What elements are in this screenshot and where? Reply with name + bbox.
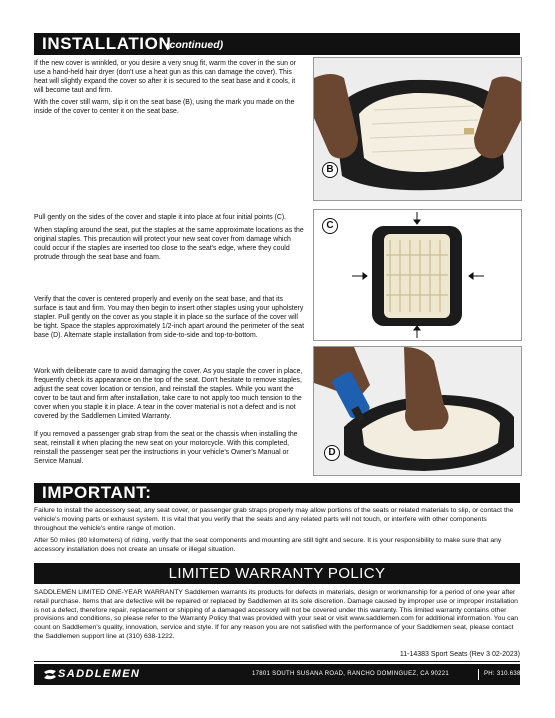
- install-paragraph-staple-locations: When stapling around the seat, put the staples at the same approximate locations as the original staples. This precaution will protect your new seat cover from damage which could occur if the staples are inserted too close to the seat's edge, where they could protrude through the seat base and foam.: [34, 227, 304, 261]
- photo-c-illustration: [314, 210, 521, 340]
- install-paragraph-warm-cover: If the new cover is wrinkled, or you desire a very snug fit, warm the cover in the sun or use a hand-held hair dryer (don't use a heat gun as this can damage the cover). This heat will slightly expand the cover so after it is secured to the seat base and it cools, it will become taut and firm.: [34, 60, 296, 94]
- brand-name: SADDLEMEN: [58, 668, 141, 680]
- footer-bar: [34, 664, 538, 685]
- installation-header: [34, 33, 520, 55]
- install-paragraph-verify-cover: Verify that the cover is centered properly and evenly on the seat base, and that its surface is taut and firm. You may then begin to insert other staples using your upholstery stapler. Pull gently on the cover as you staple it in place so the surface of the cover will be tight. Space the staples approximately 1/2-inch apart around the perimeter of the seat base (D). Alternate staple installation from side-to-side and top-to-bottom.: [34, 296, 305, 339]
- photo-d-perimeter-staples: [313, 346, 522, 476]
- install-paragraph-grab-strap: If you removed a passenger grab strap from the seat or the chassis when installing the seat, reinstall it when placing the new seat on your motorcycle. With this completed, reinstall the passenger seat per the instructions in your vehicle's Owner's Manual or Service Manual.: [34, 431, 298, 465]
- figure-d-label: D: [324, 445, 340, 461]
- photo-c-initial-staples: [313, 209, 522, 341]
- warranty-title: LIMITED WARRANTY POLICY: [168, 565, 386, 582]
- important-paragraph-failure: Failure to install the accessory seat, any seat cover, or passenger grab straps properly may allow portions of the seats or related materials to slip, or contact the vehicle's moving parts or exhaust system. It is vital that you verify that the seats and any related parts will not touch, or interfere with other components throughout the vehicle's entire range of motion.: [34, 507, 514, 532]
- figure-c-label: C: [322, 218, 338, 234]
- footer-separator: [478, 669, 479, 680]
- warranty-header: [34, 563, 520, 584]
- important-header: [34, 483, 520, 503]
- important-title: IMPORTANT:: [42, 483, 152, 502]
- important-paragraph-verify-miles: After 50 miles (80 kilometers) of riding, verify that the seat components and mounting are still tight and secure. It is your responsibility to make sure that any accessory installation does not create an unsafe or illegal situation.: [34, 537, 502, 553]
- install-paragraph-initial-staples: Pull gently on the sides of the cover and staple it into place at four initial points (C).: [34, 214, 287, 221]
- company-address: 17801 SOUTH SUSANA ROAD, RANCHO DOMINGUEZ, CA 90221: [252, 671, 450, 677]
- part-number: 11-14383 Sport Seats (Rev 3 02-2023): [399, 651, 520, 658]
- install-paragraph-deliberate-care: Work with deliberate care to avoid damaging the cover. As you staple the cover in place, frequently check its appearance on the top of the seat. Don't hesitate to remove staples, adjust the seat cover location or tension, and reinstall the staples. While you want the cover to be taut and firm after installation, take care to not apply too much tension to the cover when you staple it in place. A tear in the cover material is not a defect and is not covered by the Saddlemen Limited Warranty.: [34, 368, 303, 420]
- photo-d-illustration: [314, 347, 521, 475]
- figure-b-label: B: [322, 162, 338, 178]
- installation-subtitle: (continued): [166, 39, 224, 51]
- saddlemen-logo-mark-icon: [42, 668, 58, 681]
- company-phone: PH: 310.638.1222: [484, 671, 538, 677]
- installation-title: INSTALLATION: [42, 34, 172, 53]
- photo-b-slip-cover: [313, 57, 522, 201]
- saddlemen-logo: [42, 668, 58, 681]
- footer-divider: [34, 661, 520, 662]
- warranty-text: SADDLEMEN LIMITED ONE-YEAR WARRANTY Saddlemen warrants its products for defects in materials, design or workmanship for a period of one year after retail purchase. Items that are defective will be repaired or replaced by Saddlemen at its sole discretion. Damage caused by improper use or improper installation is not a defect, therefore repair, replacement or shipping of a damaged accessory will not be covered under this warranty. This limited warranty contains other provisions and conditions, so please refer to the Warranty Policy that was provided with your seat or visit www.saddlemen.com for additional information. You can count on Saddlemen's quality, innovation, service and style. If for any reason you are not satisfied with the performance of your Saddlemen seat, please contact the Saddlemen support line at (310) 638-1222.: [34, 589, 519, 640]
- install-paragraph-slip-cover: With the cover still warm, slip it on the seat base (B), using the mark you made on the inside of the cover to center it on the seat base.: [34, 99, 295, 115]
- photo-b-illustration: [314, 58, 521, 200]
